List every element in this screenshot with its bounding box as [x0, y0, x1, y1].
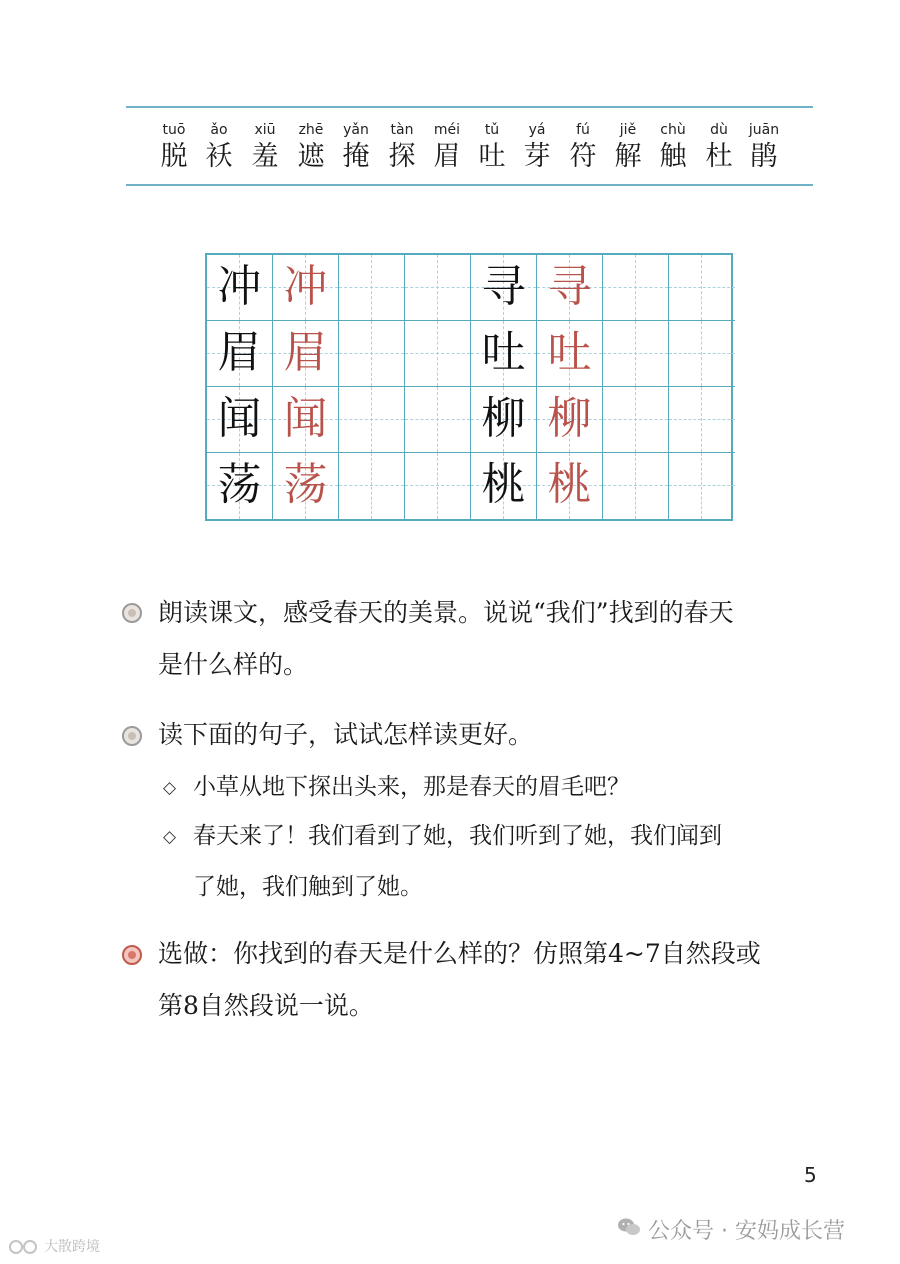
trace-character: 桃: [547, 459, 592, 510]
hanzi: 解: [614, 141, 642, 172]
model-character-cell: [471, 321, 537, 387]
practice-cell: [405, 387, 471, 453]
vocab-item: [468, 108, 516, 173]
pinyin: fú: [576, 122, 590, 138]
practice-cell: [405, 255, 471, 321]
model-character-cell: [471, 453, 537, 519]
model-character-cell: [471, 387, 537, 453]
model-character: 荡: [217, 459, 262, 510]
trace-character-cell: [537, 255, 603, 321]
pinyin: juān: [748, 122, 780, 138]
practice-cell: [669, 255, 735, 321]
vocab-item: [150, 108, 198, 173]
vocab-item: [695, 108, 743, 173]
vocab-item: [513, 108, 561, 173]
pinyin: yá: [528, 122, 546, 138]
vocab-item: [740, 108, 788, 173]
trace-character: 闻: [283, 393, 328, 444]
pinyin: chù: [660, 122, 686, 138]
trace-character: 柳: [547, 393, 592, 444]
watermark-logo-icon: [8, 1238, 44, 1256]
model-character: 眉: [217, 327, 262, 378]
vocab-item: [241, 108, 289, 173]
practice-cell: [339, 255, 405, 321]
model-character-cell: [207, 255, 273, 321]
pinyin: jiě: [619, 122, 637, 138]
practice-cell: [669, 387, 735, 453]
trace-character: 吐: [547, 327, 592, 378]
vocab-item: [332, 108, 380, 173]
pinyin: tàn: [390, 122, 414, 138]
model-character: 吐: [481, 327, 526, 378]
exercise-1-line-1: 朗读课文，感受春天的美景。说说“我们”找到的春天: [158, 598, 734, 627]
pinyin: tǔ: [484, 122, 500, 138]
practice-cell: [339, 387, 405, 453]
vocab-band: [126, 106, 813, 186]
trace-character-cell: [273, 453, 339, 519]
sentence-2-line-1: 春天来了！我们看到了她，我们听到了她，我们闻到: [193, 823, 722, 849]
practice-cell: [603, 453, 669, 519]
hanzi: 鹃: [750, 141, 778, 172]
trace-character: 寻: [547, 261, 592, 312]
pinyin: ǎo: [210, 122, 228, 138]
model-character: 寻: [481, 261, 526, 312]
trace-character-cell: [273, 387, 339, 453]
sentence-1: 小草从地下探出头来，那是春天的眉毛吧？: [193, 774, 630, 800]
practice-cell: [339, 321, 405, 387]
round-stamp-icon: [122, 603, 142, 623]
model-character: 闻: [217, 393, 262, 444]
hanzi: 杜: [705, 141, 733, 172]
practice-cell: [603, 321, 669, 387]
hanzi: 袄: [205, 141, 233, 172]
hanzi: 吐: [478, 141, 506, 172]
trace-character-cell: [537, 321, 603, 387]
diamond-bullet-icon: ◇: [163, 827, 177, 847]
model-character-cell: [207, 387, 273, 453]
trace-character-cell: [537, 453, 603, 519]
model-character: 桃: [481, 459, 526, 510]
practice-cell: [603, 387, 669, 453]
hanzi: 眉: [433, 141, 461, 172]
vocab-item: [649, 108, 697, 173]
hanzi: 触: [659, 141, 687, 172]
pinyin: méi: [433, 122, 461, 138]
trace-character-cell: [537, 387, 603, 453]
vocab-item: [559, 108, 607, 173]
hanzi: 遮: [297, 141, 325, 172]
pinyin: xiū: [254, 122, 276, 138]
pinyin: yǎn: [343, 122, 369, 138]
trace-character: 荡: [283, 459, 328, 510]
hanzi: 脱: [160, 141, 188, 172]
model-character-cell: [207, 321, 273, 387]
hanzi: 芽: [523, 141, 551, 172]
trace-character-cell: [273, 321, 339, 387]
diamond-bullet-icon: ◇: [163, 778, 177, 798]
page-number: 5: [804, 1163, 817, 1187]
practice-cell: [405, 453, 471, 519]
hanzi: 掩: [342, 141, 370, 172]
vocab-item: [604, 108, 652, 173]
red-round-stamp-icon: [122, 945, 142, 965]
exercise-1-line-2: 是什么样的。: [158, 650, 309, 679]
practice-cell: [669, 321, 735, 387]
practice-cell: [669, 453, 735, 519]
pinyin: tuō: [162, 122, 186, 138]
vocab-item: [287, 108, 335, 173]
model-character-cell: [471, 255, 537, 321]
practice-cell: [405, 321, 471, 387]
hanzi: 羞: [251, 141, 279, 172]
pinyin: dù: [710, 122, 728, 138]
sentence-2-line-2: 了她，我们触到了她。: [193, 874, 423, 900]
round-stamp-icon: [122, 726, 142, 746]
vocab-item: [195, 108, 243, 173]
trace-character: 眉: [283, 327, 328, 378]
character-writing-grid: [205, 253, 733, 521]
trace-character: 冲: [283, 261, 328, 312]
hanzi: 探: [388, 141, 416, 172]
watermark-text: 公众号 · 安妈成长营: [648, 1219, 845, 1244]
pinyin: zhē: [298, 122, 324, 138]
model-character-cell: [207, 453, 273, 519]
practice-cell: [603, 255, 669, 321]
hanzi: 符: [569, 141, 597, 172]
exercise-3-line-2: 第8自然段说一说。: [158, 991, 374, 1020]
vocab-item: [378, 108, 426, 173]
watermark-left-text: 大散跨境: [44, 1239, 100, 1255]
trace-character-cell: [273, 255, 339, 321]
exercise-2-line-1: 读下面的句子，试试怎样读更好。: [158, 720, 534, 749]
practice-cell: [339, 453, 405, 519]
vocab-item: [423, 108, 471, 173]
exercise-3-line-1: 选做：你找到的春天是什么样的？仿照第4~7自然段或: [158, 939, 761, 968]
model-character: 柳: [481, 393, 526, 444]
wechat-icon: [617, 1217, 641, 1237]
model-character: 冲: [217, 261, 262, 312]
